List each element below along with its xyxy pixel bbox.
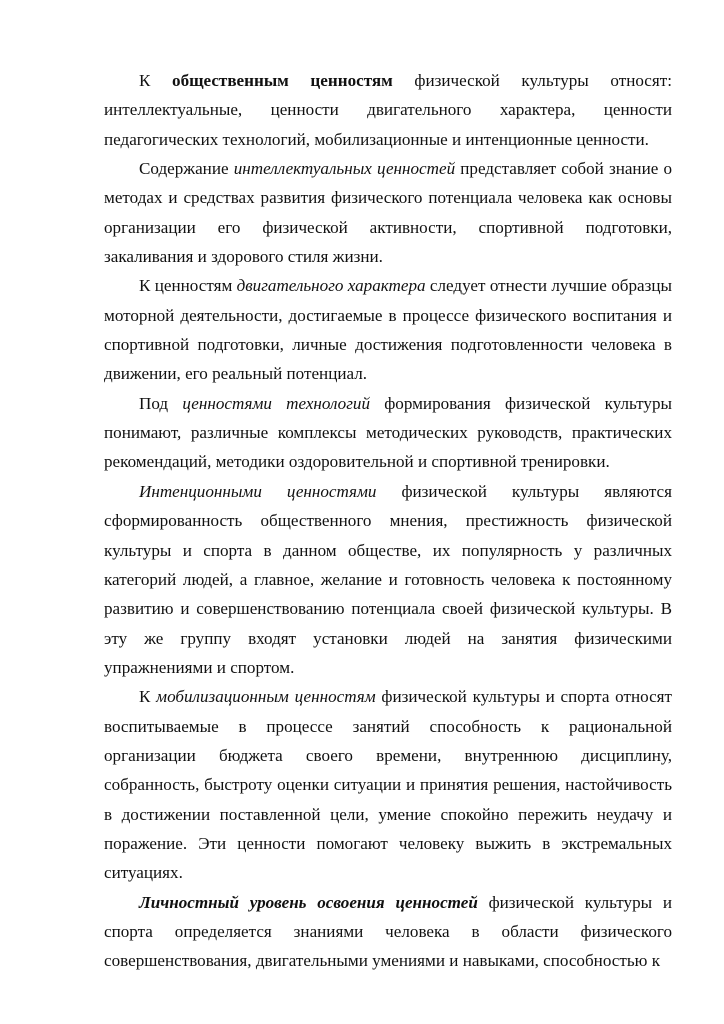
text-run: К ценностям: [139, 276, 237, 296]
paragraph-personal-level: [104, 888, 672, 976]
italic-term-intentional-values: Интенционными ценностями: [139, 481, 377, 501]
italic-term-mobilization-values: мобилизационным ценностям: [156, 687, 376, 707]
text-run: формирования физической культуры понимают, различные комплексы методических руководств, практических рекомендаций, методики оздоровительной и спортивной тренировки.: [104, 393, 672, 472]
text-run: физической культуры и спорта относят воспитываемые в процессе занятий способность к рациональной организации бюджета своего времени, внутреннюю дисциплину, собранность, быстроту оценки ситуации и принятия решения, настойчивость в достижении поставленной цели, умение спокойно пережить неудачу и поражение. Эти ценности помогают человеку выжить в экстремальных ситуациях.: [104, 687, 672, 883]
italic-term-technology-values: ценностями технологий: [182, 393, 370, 413]
document-page: [104, 66, 672, 976]
paragraph-intellectual-values: [104, 154, 672, 271]
paragraph-mobilization-values: [104, 682, 672, 887]
text-run: Содержание: [139, 159, 234, 179]
text-run: физической культуры и спорта определяется знаниями человека в области физического совершенствования, двигательными умениями и навыками, способностью к: [104, 892, 672, 971]
text-run: К: [139, 687, 157, 707]
text-run: Под: [139, 393, 183, 413]
bold-term-public-values: общественным ценностям: [172, 71, 393, 90]
text-run: физической культуры относят: интеллектуальные, ценности двигательного характера, ценности педагогических технологий, мобилизационные и интенционные ценности.: [104, 71, 672, 149]
bold-italic-term-personal-level: Личностный уровень освоения ценностей: [139, 892, 478, 912]
paragraph-public-values: [104, 66, 672, 154]
paragraph-intentional-values: [104, 477, 672, 682]
text-run: представляет собой знание о методах и средствах развития физического потенциала человека как основы организации его физической активности, спортивной подготовки, закаливания и здорового стиля жизни.: [104, 159, 672, 267]
text-run: физической культуры являются сформированность общественного мнения, престижность физической культуры и спорта в данном обществе, их популярность у различных категорий людей, а главное, желание и готовность человека к постоянному развитию и совершенствованию потенциала своей физической культуры. В эту же группу входят установки людей на занятия физическими упражнениями и спортом.: [104, 481, 672, 677]
paragraph-motor-values: [104, 271, 672, 388]
text-run: К: [139, 71, 173, 90]
paragraph-technology-values: [104, 389, 672, 477]
italic-term-intellectual-values: интеллектуальных ценностей: [233, 159, 456, 179]
text-run: следует отнести лучшие образцы моторной деятельности, достигаемые в процессе физического воспитания и спортивной подготовки, личные достижения подготовленности человека в движении, его реальный потенциал.: [104, 276, 673, 384]
italic-term-motor-character: двигательного характера: [236, 276, 426, 296]
